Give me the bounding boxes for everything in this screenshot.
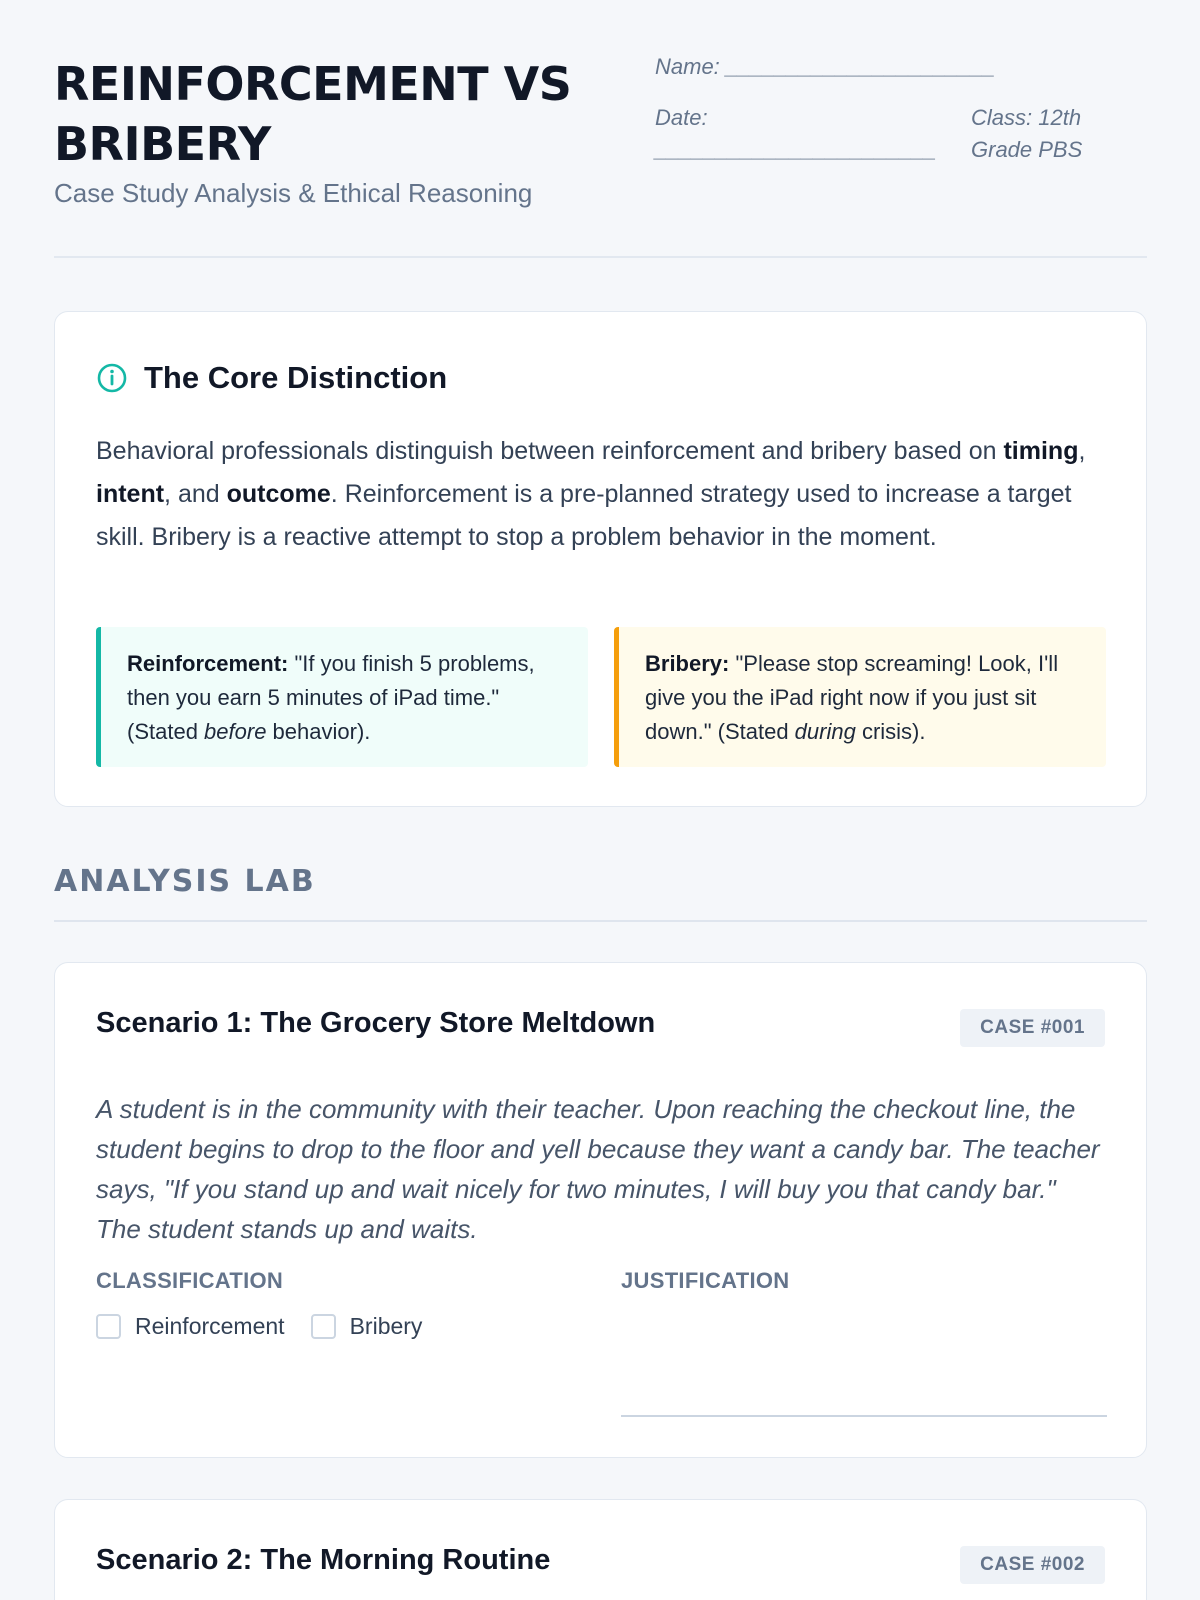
case-badge: CASE #001	[960, 1009, 1105, 1047]
case-badge: CASE #002	[960, 1546, 1105, 1584]
core-heading	[96, 360, 447, 396]
core-title: The Core Distinction	[144, 360, 448, 395]
bribery-checkbox[interactable]	[311, 1314, 336, 1339]
scenario-title: Scenario 1: The Grocery Store Meltdown	[96, 1007, 656, 1039]
bribery-example: Bribery: "Please stop screaming! Look, I'll give you the iPad right now if you just sit down." (Stated during crisis).	[614, 627, 1106, 767]
scenario-text: A student is in the community with their teacher. Upon reaching the checkout line, the student begins to drop to the floor and yell because they want a candy bar. The teacher says, "If you stand up and wait nicely for two minutes, I will buy you that candy bar." The student stands up and waits.	[96, 1094, 1100, 1244]
class-label: Class: 12th Grade PBS	[971, 105, 1083, 162]
name-field[interactable]: Name: ______________________	[655, 54, 996, 79]
info-icon	[96, 362, 128, 394]
reinforcement-checkbox[interactable]	[96, 1314, 121, 1339]
bribery-label: Bribery:	[645, 651, 730, 676]
section-title: ANALYSIS LAB	[54, 864, 316, 899]
option-label: Reinforcement	[135, 1313, 285, 1339]
bribery-option[interactable]	[311, 1313, 423, 1340]
page-subtitle: Case Study Analysis & Ethical Reasoning	[54, 178, 533, 208]
option-label: Bribery	[349, 1313, 423, 1339]
worksheet-header	[54, 0, 1147, 258]
scenario-title: Scenario 2: The Morning Routine	[96, 1544, 551, 1576]
term-timing: timing	[1003, 437, 1079, 465]
term-intent: intent	[96, 480, 165, 508]
justification-label: JUSTIFICATION	[621, 1268, 790, 1293]
scenario-card	[54, 962, 1147, 1458]
section-divider	[54, 920, 1147, 922]
date-field[interactable]: Date: _______________________	[655, 105, 937, 162]
worksheet-page	[54, 0, 1147, 1576]
term-outcome: outcome	[226, 480, 331, 508]
reinforcement-example: Reinforcement: "If you finish 5 problems, then you earn 5 minutes of iPad time." (Stated before behavior).	[96, 627, 588, 767]
reinforcement-label: Reinforcement:	[127, 651, 289, 676]
core-description: Behavioral professionals distinguish between reinforcement and bribery based on timing, intent, and outcome. Reinforcement is a pre-planned strategy used to increase a target skill. Bribery is a reactive attempt to stop a problem behavior in the moment.	[96, 437, 1086, 551]
classification-options	[96, 1313, 448, 1340]
reinforcement-option[interactable]	[96, 1313, 285, 1340]
core-distinction-card	[54, 311, 1147, 807]
scenario-card	[54, 1499, 1147, 1600]
page-title: REINFORCEMENT VS BRIBERY	[54, 57, 572, 171]
justification-input-line[interactable]	[621, 1415, 1107, 1417]
classification-label: CLASSIFICATION	[96, 1268, 284, 1293]
